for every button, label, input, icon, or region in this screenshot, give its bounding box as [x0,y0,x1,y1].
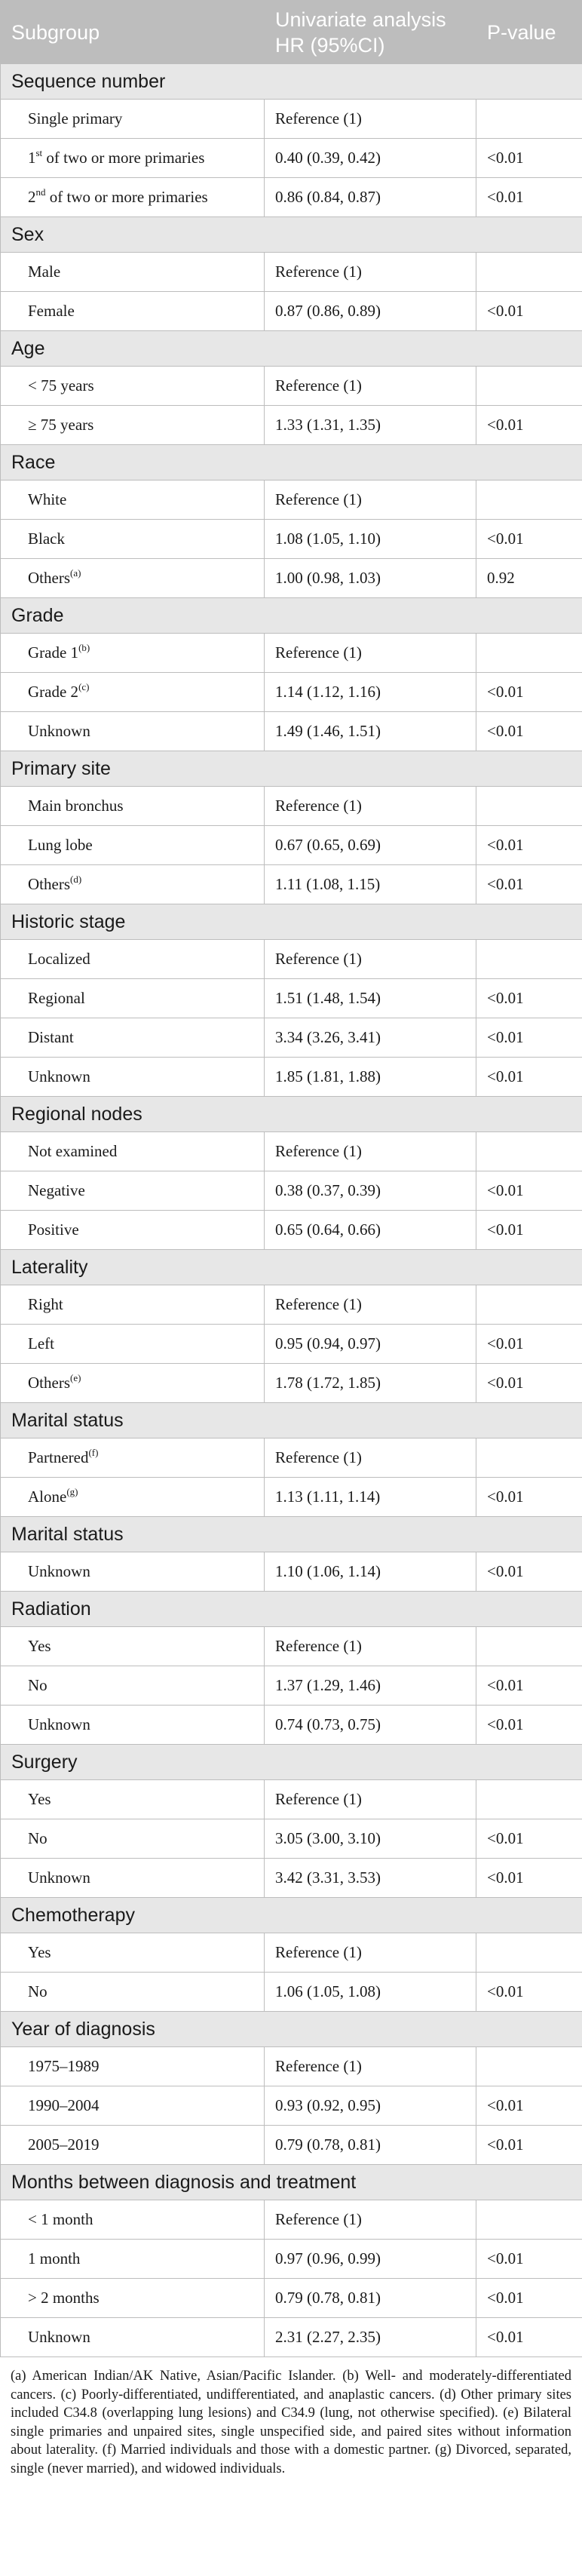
table-row [1,253,582,292]
group-title: Age [1,331,582,367]
group-title: Historic stage [1,904,582,940]
subgroup-label-cell [1,2240,265,2279]
p-value-cell [476,367,582,406]
p-value-cell: <0.01 [476,1478,582,1517]
hazard-ratio-cell: 0.97 (0.96, 0.99) [265,2240,476,2279]
p-value-cell: <0.01 [476,1171,582,1211]
footnote-marker: (c) [78,681,90,692]
p-value-cell: <0.01 [476,865,582,904]
subgroup-label-rest: of two or more primaries [42,149,205,167]
subgroup-label-cell [1,826,265,865]
p-value-cell: <0.01 [476,979,582,1018]
subgroup-label: Positive [28,1220,79,1239]
footnote-marker: (e) [70,1372,81,1383]
table-row [1,712,582,751]
p-value-cell [476,253,582,292]
univariate-analysis-header-line1: Univariate analysis [275,8,446,31]
subgroup-label: Distant [28,1028,74,1046]
hazard-ratio-cell: 1.51 (1.48, 1.54) [265,979,476,1018]
subgroup-label-cell [1,2200,265,2240]
group-title: Regional nodes [1,1097,582,1132]
hazard-ratio-cell: 1.78 (1.72, 1.85) [265,1364,476,1403]
hazard-ratio-cell: Reference (1) [265,1933,476,1973]
table-row [1,367,582,406]
hazard-ratio-cell: Reference (1) [265,1780,476,1819]
subgroup-label-cell [1,1478,265,1517]
p-value-cell [476,1132,582,1171]
subgroup-label-cell [1,1706,265,1745]
hazard-ratio-cell: 1.13 (1.11, 1.14) [265,1478,476,1517]
table-row [1,787,582,826]
group-header-row [1,751,582,787]
hazard-ratio-cell: Reference (1) [265,2047,476,2086]
table-row [1,2126,582,2165]
footnote-marker: (g) [66,1486,78,1497]
subgroup-label-cell [1,1438,265,1478]
hazard-ratio-cell: 0.87 (0.86, 0.89) [265,292,476,331]
hazard-ratio-cell: 0.40 (0.39, 0.42) [265,139,476,178]
hazard-ratio-cell: 3.05 (3.00, 3.10) [265,1819,476,1859]
table-row [1,520,582,559]
hazard-ratio-cell: Reference (1) [265,2200,476,2240]
group-title: Grade [1,598,582,634]
subgroup-label-cell [1,1552,265,1592]
subgroup-label: Unknown [28,722,90,740]
table-row [1,1285,582,1325]
table-row [1,634,582,673]
subgroup-label: Others [28,569,70,587]
subgroup-label-cell [1,1211,265,1250]
hazard-ratio-cell: Reference (1) [265,481,476,520]
footnote-marker: (a) [70,567,81,579]
subgroup-label: Yes [28,1790,51,1808]
table-row [1,1627,582,1666]
subgroup-label: Right [28,1295,63,1313]
subgroup-label-cell [1,979,265,1018]
subgroup-label: Yes [28,1637,51,1655]
p-value-cell: <0.01 [476,712,582,751]
subgroup-label: Others [28,875,70,893]
group-header-row [1,598,582,634]
subgroup-label-cell [1,1666,265,1706]
p-value-cell: <0.01 [476,1211,582,1250]
table-row [1,1438,582,1478]
subgroup-label-cell [1,481,265,520]
subgroup-label-cell [1,712,265,751]
univariate-analysis-header-line2: HR (95%CI) [275,33,385,57]
hazard-ratio-cell: 2.31 (2.27, 2.35) [265,2318,476,2357]
subgroup-label: No [28,1829,47,1847]
p-value-cell [476,1627,582,1666]
hazard-ratio-cell: 1.00 (0.98, 1.03) [265,559,476,598]
table-footnotes: (a) American Indian/AK Native, Asian/Pacific Islander. (b) Well- and moderately-differentiated cancers. (c) Poorly-differentiated, undifferentiated, and anaplastic cancers. (d) Other primary sites included C34.8 (overlapping lung lesions) and C34.9 (lung, not otherwise specified). (e) Bilateral single primaries and unpaired sites, single unspecified side, and paired sites without information about laterality. (f) Married individuals and those with a domestic partner. (g) Divorced, separated, single (never married), and widowed individuals. [11,2369,571,2476]
subgroup-label: Regional [28,989,85,1007]
subgroup-label-cell [1,1819,265,1859]
hazard-ratio-cell: 3.42 (3.31, 3.53) [265,1859,476,1898]
subgroup-label-cell [1,1058,265,1097]
p-value-cell: <0.01 [476,292,582,331]
p-value-cell [476,2200,582,2240]
subgroup-label: 1 month [28,2249,81,2267]
group-header-row [1,64,582,100]
group-title: Surgery [1,1745,582,1780]
subgroup-label: Single primary [28,109,123,127]
footnote-marker: (d) [70,874,82,885]
subgroup-label: Partnered [28,1448,89,1466]
group-title: Primary site [1,751,582,787]
group-title: Months between diagnosis and treatment [1,2165,582,2200]
subgroup-label: 1 [28,149,36,167]
table-row [1,406,582,445]
subgroup-label-cell [1,292,265,331]
p-value-cell: <0.01 [476,139,582,178]
p-value-cell: <0.01 [476,1666,582,1706]
p-value-cell: <0.01 [476,1364,582,1403]
subgroup-label-cell [1,1018,265,1058]
subgroup-label: Grade 1 [28,643,79,662]
hazard-ratio-cell: Reference (1) [265,1438,476,1478]
subgroup-label-cell [1,253,265,292]
hazard-ratio-cell: 3.34 (3.26, 3.41) [265,1018,476,1058]
hazard-ratio-cell: 1.06 (1.05, 1.08) [265,1973,476,2012]
subgroup-label-cell [1,2318,265,2357]
subgroup-label: < 75 years [28,376,94,395]
subgroup-label: Main bronchus [28,797,124,815]
table-row [1,2318,582,2357]
table-row [1,1973,582,2012]
p-value-cell: <0.01 [476,2086,582,2126]
table-header-row [1,1,582,64]
hazard-ratio-cell: 0.79 (0.78, 0.81) [265,2279,476,2318]
hazard-ratio-cell: Reference (1) [265,1627,476,1666]
p-value-cell [476,787,582,826]
hazard-ratio-cell: 0.74 (0.73, 0.75) [265,1706,476,1745]
group-title: Marital status [1,1403,582,1438]
hazard-ratio-cell: 1.11 (1.08, 1.15) [265,865,476,904]
subgroup-label-cell [1,1364,265,1403]
group-title: Year of diagnosis [1,2012,582,2047]
group-header-row [1,217,582,253]
subgroup-label: Unknown [28,1562,90,1580]
group-title: Chemotherapy [1,1898,582,1933]
footnote-marker: nd [35,186,46,198]
table-row [1,1325,582,1364]
subgroup-label-cell [1,2279,265,2318]
table-row [1,1018,582,1058]
hazard-ratio-cell: Reference (1) [265,940,476,979]
group-header-row [1,1517,582,1552]
hazard-ratio-cell: 1.85 (1.81, 1.88) [265,1058,476,1097]
subgroup-label-cell [1,1171,265,1211]
subgroup-label: Female [28,302,75,320]
hazard-ratio-cell: Reference (1) [265,100,476,139]
table-row [1,2240,582,2279]
subgroup-label-cell [1,178,265,217]
p-value-cell: <0.01 [476,2279,582,2318]
group-header-row [1,904,582,940]
group-header-row [1,1097,582,1132]
table-row [1,2200,582,2240]
subgroup-label: > 2 months [28,2289,100,2307]
hazard-ratio-cell: 0.67 (0.65, 0.69) [265,826,476,865]
table-row [1,865,582,904]
subgroup-label: Negative [28,1181,85,1199]
p-value-cell: <0.01 [476,1859,582,1898]
p-value-cell [476,940,582,979]
hazard-ratio-cell: Reference (1) [265,253,476,292]
p-value-cell: <0.01 [476,1552,582,1592]
table-row [1,481,582,520]
subgroup-label-cell [1,865,265,904]
table-row [1,1933,582,1973]
hazard-ratio-cell: 0.93 (0.92, 0.95) [265,2086,476,2126]
p-value-cell [476,1285,582,1325]
table-row [1,940,582,979]
table-row [1,2086,582,2126]
subgroup-label-cell [1,1859,265,1898]
hazard-ratio-cell: Reference (1) [265,787,476,826]
table-row [1,1171,582,1211]
subgroup-label-cell [1,2126,265,2165]
hazard-ratio-cell: 0.79 (0.78, 0.81) [265,2126,476,2165]
subgroup-label: ≥ 75 years [28,416,94,434]
p-value-cell [476,1438,582,1478]
subgroup-header: Subgroup [1,1,265,64]
table-row [1,1478,582,1517]
p-value-cell: <0.01 [476,1973,582,2012]
table-row [1,2047,582,2086]
table-row [1,100,582,139]
table-row [1,178,582,217]
hazard-ratio-cell: Reference (1) [265,1285,476,1325]
subgroup-label-cell [1,940,265,979]
subgroup-label-cell [1,1325,265,1364]
subgroup-label-cell [1,559,265,598]
subgroup-label: Unknown [28,1067,90,1085]
subgroup-label: Black [28,530,65,548]
subgroup-label: 1975–1989 [28,2057,100,2075]
subgroup-label: Male [28,263,61,281]
group-header-row [1,445,582,481]
subgroup-label: White [28,490,67,508]
group-title: Radiation [1,1592,582,1627]
univariate-analysis-header [265,1,476,64]
group-title: Laterality [1,1250,582,1285]
p-value-cell: <0.01 [476,826,582,865]
subgroup-label-cell [1,406,265,445]
group-header-row [1,331,582,367]
group-header-row [1,1898,582,1933]
table-row [1,1666,582,1706]
table-row [1,1211,582,1250]
hazard-ratio-cell: 1.08 (1.05, 1.10) [265,520,476,559]
subgroup-label: Grade 2 [28,683,79,701]
subgroup-label-cell [1,1780,265,1819]
table-row [1,139,582,178]
subgroup-label: 2 [28,188,36,206]
hazard-ratio-cell: 0.86 (0.84, 0.87) [265,178,476,217]
subgroup-label: Lung lobe [28,836,93,854]
p-value-cell: <0.01 [476,406,582,445]
subgroup-label: Yes [28,1943,51,1961]
group-title: Sex [1,217,582,253]
group-header-row [1,2012,582,2047]
hazard-ratio-cell: 1.14 (1.12, 1.16) [265,673,476,712]
subgroup-label-cell [1,1973,265,2012]
group-header-row [1,1250,582,1285]
p-value-cell: <0.01 [476,2240,582,2279]
hazard-ratio-cell: Reference (1) [265,1132,476,1171]
group-header-row [1,1403,582,1438]
subgroup-label-cell [1,634,265,673]
subgroup-label-cell [1,1132,265,1171]
subgroup-label: Localized [28,950,90,968]
subgroup-label: < 1 month [28,2210,93,2228]
subgroup-label: Alone [28,1488,67,1506]
group-header-row [1,2165,582,2200]
subgroup-label-cell [1,2047,265,2086]
table-row [1,1706,582,1745]
table-row [1,1859,582,1898]
p-value-cell: <0.01 [476,2126,582,2165]
table-row [1,1819,582,1859]
p-value-cell: <0.01 [476,1325,582,1364]
p-value-cell: <0.01 [476,1706,582,1745]
subgroup-label: Unknown [28,1868,90,1887]
hazard-ratio-cell: 0.95 (0.94, 0.97) [265,1325,476,1364]
group-title: Marital status [1,1517,582,1552]
subgroup-label-cell [1,1285,265,1325]
hazard-ratio-cell: Reference (1) [265,367,476,406]
table-row [1,2279,582,2318]
subgroup-label: 1990–2004 [28,2096,100,2114]
subgroup-label: 2005–2019 [28,2135,100,2154]
p-value-cell: <0.01 [476,520,582,559]
hazard-ratio-cell: 1.49 (1.46, 1.51) [265,712,476,751]
table-body [1,64,582,2357]
footnote-marker: (b) [78,642,90,653]
subgroup-label-cell [1,100,265,139]
p-value-cell: <0.01 [476,673,582,712]
subgroup-label-cell [1,367,265,406]
table-row [1,292,582,331]
group-title: Sequence number [1,64,582,100]
p-value-cell [476,1780,582,1819]
footnote-marker: st [35,147,43,158]
table-row [1,673,582,712]
hazard-ratio-cell: Reference (1) [265,634,476,673]
table-row [1,979,582,1018]
subgroup-label: Unknown [28,1715,90,1733]
hazard-ratio-cell: 0.65 (0.64, 0.66) [265,1211,476,1250]
table-row [1,1780,582,1819]
p-value-cell: <0.01 [476,178,582,217]
subgroup-label: No [28,1676,47,1694]
subgroup-label-cell [1,673,265,712]
subgroup-label-cell [1,1933,265,1973]
footnote-marker: (f) [88,1447,99,1458]
subgroup-label: Not examined [28,1142,118,1160]
table-row [1,1364,582,1403]
subgroup-label: Others [28,1374,70,1392]
hazard-ratio-cell: 0.38 (0.37, 0.39) [265,1171,476,1211]
hazard-ratio-cell: 1.37 (1.29, 1.46) [265,1666,476,1706]
subgroup-label-cell [1,2086,265,2126]
p-value-cell: <0.01 [476,1819,582,1859]
p-value-cell [476,100,582,139]
p-value-header: P-value [476,1,582,64]
table-row [1,826,582,865]
p-value-cell [476,634,582,673]
p-value-cell: 0.92 [476,559,582,598]
p-value-cell [476,2047,582,2086]
group-header-row [1,1592,582,1627]
table-row [1,559,582,598]
subgroup-label-cell [1,1627,265,1666]
subgroup-label: No [28,1982,47,2000]
subgroup-label: Unknown [28,2328,90,2346]
hazard-ratio-cell: 1.10 (1.06, 1.14) [265,1552,476,1592]
table-row [1,1132,582,1171]
subgroup-label-cell [1,139,265,178]
p-value-cell: <0.01 [476,2318,582,2357]
group-title: Race [1,445,582,481]
table-row [1,1552,582,1592]
subgroup-label: Left [28,1334,54,1352]
p-value-cell [476,481,582,520]
subgroup-label-cell [1,787,265,826]
p-value-cell [476,1933,582,1973]
subgroup-label-rest: of two or more primaries [45,188,208,206]
hazard-ratio-cell: 1.33 (1.31, 1.35) [265,406,476,445]
subgroup-label-cell [1,520,265,559]
p-value-cell: <0.01 [476,1058,582,1097]
group-header-row [1,1745,582,1780]
table-row [1,1058,582,1097]
p-value-cell: <0.01 [476,1018,582,1058]
